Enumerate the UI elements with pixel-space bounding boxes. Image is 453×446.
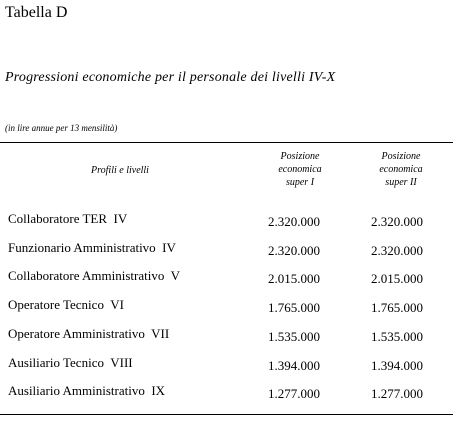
header-super-ii-line: super II (385, 177, 417, 188)
row-super-ii-value: 2.320.000 (371, 214, 423, 229)
row-super-i-value: 1.394.000 (268, 358, 320, 373)
top-rule (0, 142, 453, 143)
header-super-i-line: Posizione (280, 151, 320, 162)
row-profile-name: Collaboratore TER IV (8, 211, 128, 226)
header-super-ii-line: economica (379, 164, 423, 175)
header-super-ii (351, 150, 451, 189)
row-super-i-value: 1.765.000 (268, 300, 320, 315)
row-super-i-value: 1.535.000 (268, 329, 320, 344)
row-profile-name: Operatore Tecnico VI (8, 297, 124, 312)
row-super-ii-value: 1.394.000 (371, 358, 423, 373)
row-profile-name: Funzionario Amministrativo IV (8, 240, 176, 255)
row-super-ii-value: 1.535.000 (371, 329, 423, 344)
row-super-ii-value: 2.015.000 (371, 271, 423, 286)
row-super-ii-value: 1.277.000 (371, 386, 423, 401)
table-title: Tabella D (5, 4, 68, 21)
table-row (0, 240, 453, 260)
table-row (0, 268, 453, 288)
row-super-i-value: 1.277.000 (268, 386, 320, 401)
row-profile-name: Collaboratore Amministrativo V (8, 268, 180, 283)
table-row (0, 383, 453, 403)
row-super-i-value: 2.320.000 (268, 243, 320, 258)
row-profile-name: Operatore Amministrativo VII (8, 326, 170, 341)
table-row (0, 355, 453, 375)
header-super-i (250, 150, 350, 189)
header-super-i-line: super I (285, 177, 315, 188)
header-profili: Profili e livelli (91, 165, 149, 176)
row-super-ii-value: 2.320.000 (371, 243, 423, 258)
header-super-i-line: economica (278, 164, 322, 175)
table-row (0, 326, 453, 346)
row-profile-name: Ausiliario Amministrativo IX (8, 383, 166, 398)
table-row (0, 211, 453, 231)
row-super-i-value: 2.015.000 (268, 271, 320, 286)
row-super-i-value: 2.320.000 (268, 214, 320, 229)
table-row (0, 297, 453, 317)
bottom-rule (0, 414, 453, 415)
header-super-ii-line: Posizione (381, 151, 421, 162)
row-profile-name: Ausiliario Tecnico VIII (8, 355, 133, 370)
table-subtitle: Progressioni economiche per il personale dei livelli IV-X (5, 70, 336, 85)
units-note: (in lire annue per 13 mensilità) (5, 123, 118, 133)
row-super-ii-value: 1.765.000 (371, 300, 423, 315)
